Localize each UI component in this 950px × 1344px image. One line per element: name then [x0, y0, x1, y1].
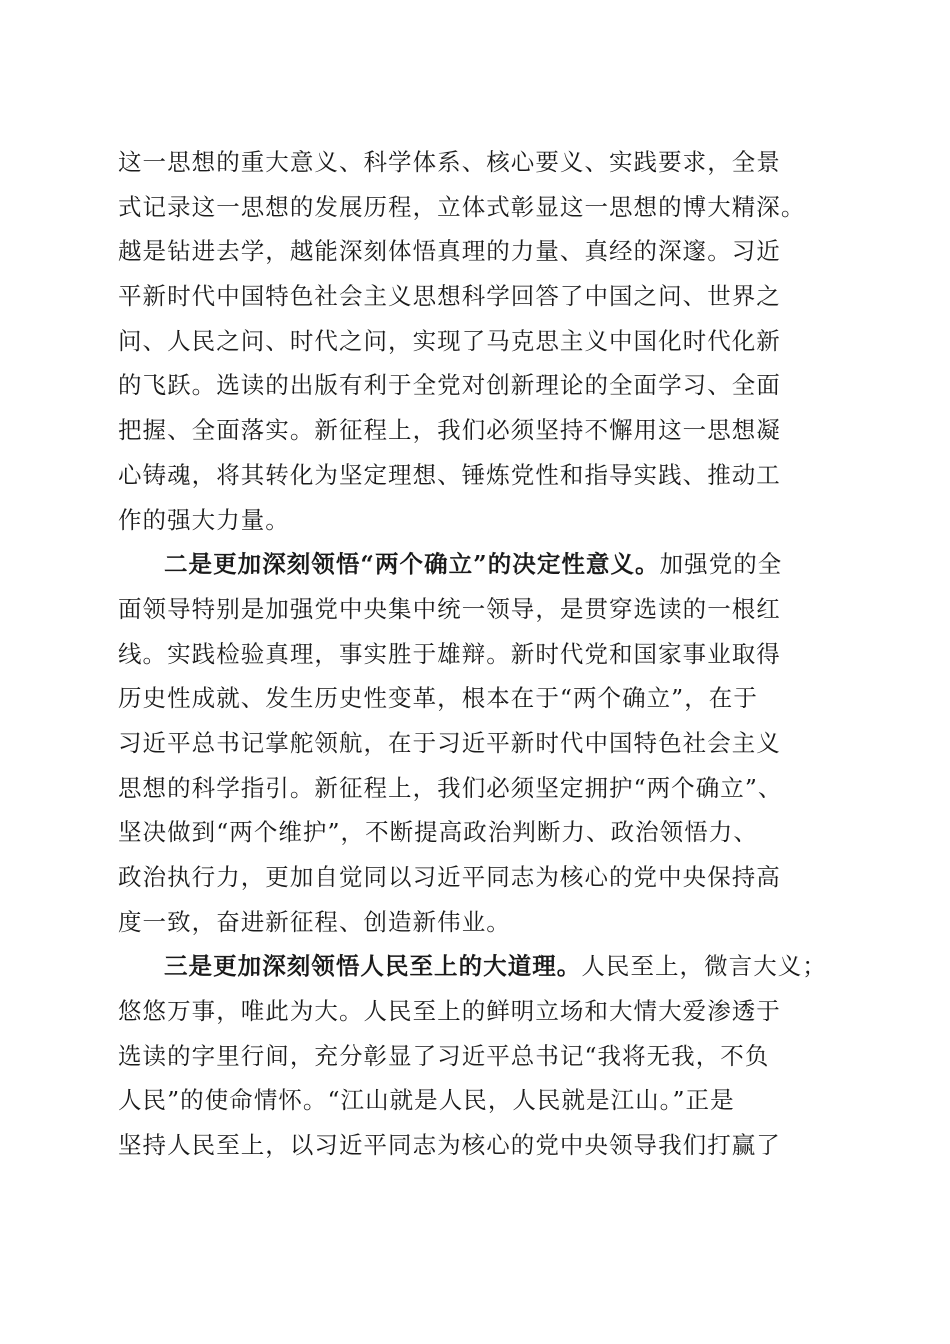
text-line: 这一思想的重大意义、科学体系、核心要义、实践要求，全景 [118, 148, 781, 176]
text-line: 越是钻进去学，越能深刻体悟真理的力量、真经的深邃。习近 [118, 237, 781, 266]
text-line: 式记录这一思想的发展历程，立体式彰显这一思想的博大精深。 [118, 192, 806, 221]
text-line: 坚决做到“两个维护”，不断提高政治判断力、政治领悟力、 [118, 818, 758, 847]
text-line: 思想的科学指引。新征程上，我们必须坚定拥护“两个确立”、 [118, 773, 783, 802]
text-line: 平新时代中国特色社会主义思想科学回答了中国之问、世界之 [118, 282, 781, 311]
text-line: 历史性成就、发生历史性变革，根本在于“两个确立”，在于 [118, 684, 758, 713]
section-three-first-line-text: 人民至上，微言大义； [581, 952, 827, 981]
text-line: 习近平总书记掌舵领航，在于习近平新时代中国特色社会主义 [118, 728, 781, 757]
section-two-first-line-text: 加强党的全 [659, 550, 783, 579]
section-three-heading: 三是更加深刻领悟人民至上的大道理。 [164, 952, 582, 981]
text-line: 心铸魂，将其转化为坚定理想、锤炼党性和指导实践、推动工 [118, 460, 781, 489]
text-line: 悠悠万事，唯此为大。人民至上的鲜明立场和大情大爱渗透于 [118, 997, 781, 1026]
text-line: 问、人民之问、时代之问，实现了马克思主义中国化时代化新 [118, 326, 781, 355]
section-two-heading: 二是更加深刻领悟“两个确立”的决定性意义。 [164, 550, 660, 579]
text-line: 把握、全面落实。新征程上，我们必须坚持不懈用这一思想凝 [118, 416, 781, 445]
text-line: 作的强大力量。 [118, 505, 290, 534]
text-line: 政治执行力，更加自觉同以习近平同志为核心的党中央保持高 [118, 863, 781, 891]
text-line: 人民”的使命情怀。“江山就是人民，人民就是江山。”正是 [118, 1086, 735, 1115]
text-line: 面领导特别是加强党中央集中统一领导，是贯穿选读的一根红 [118, 594, 781, 623]
text-line: 坚持人民至上，以习近平同志为核心的党中央领导我们打赢了 [118, 1131, 781, 1160]
section-three-first-line [118, 944, 830, 989]
text-line: 度一致，奋进新征程、创造新伟业。 [118, 907, 511, 936]
body-text [118, 140, 830, 1168]
text-line: 的飞跃。选读的出版有利于全党对创新理论的全面学习、全面 [118, 371, 781, 400]
section-two-first-line [118, 542, 830, 587]
text-line: 选读的字里行间，充分彰显了习近平总书记“我将无我，不负 [118, 1041, 770, 1070]
text-line: 线。实践检验真理，事实胜于雄辩。新时代党和国家事业取得 [118, 639, 781, 668]
